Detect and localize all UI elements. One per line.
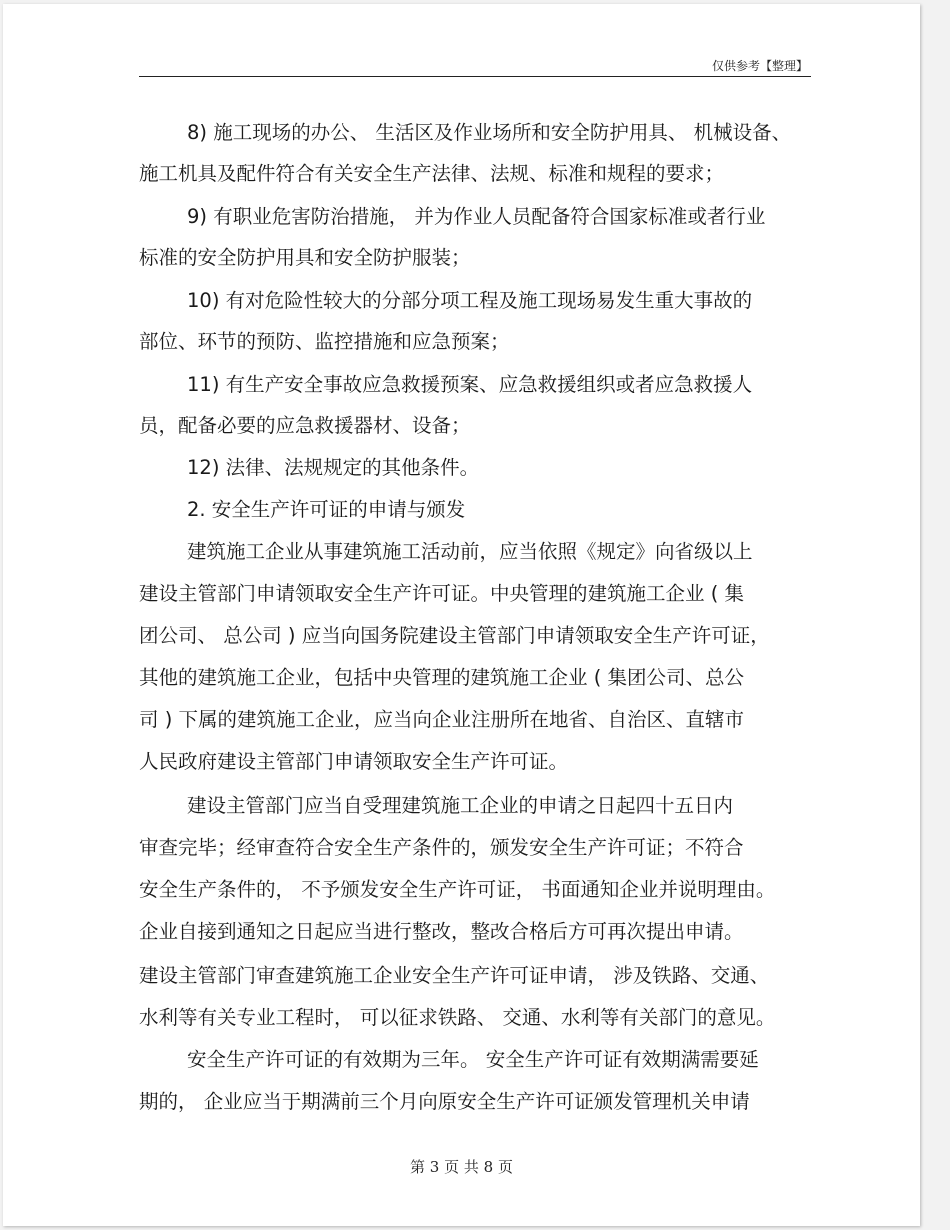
text-line: 9) 有职业危害防治措施， 并为作业人员配备符合国家标准或者行业	[187, 205, 766, 228]
text-line: 8) 施工现场的办公、 生活区及作业场所和安全防护用具、 机械设备、	[187, 121, 792, 144]
text-line: 司 ) 下属的建筑施工企业，应当向企业注册所在地省、自治区、直辖市	[139, 708, 745, 731]
header-divider	[139, 76, 811, 77]
text-line: 建设主管部门应当自受理建筑施工企业的申请之日起四十五日内	[187, 794, 734, 817]
text-line: 其他的建筑施工企业，包括中央管理的建筑施工企业 ( 集团公司、总公	[139, 666, 745, 689]
text-line: 建筑施工企业从事建筑施工活动前，应当依照《规定》向省级以上	[187, 540, 753, 563]
text-line: 审查完毕；经审查符合安全生产条件的，颁发安全生产许可证；不符合	[139, 836, 744, 859]
text-line: 期的， 企业应当于期满前三个月向原安全生产许可证颁发管理机关申请	[139, 1090, 750, 1113]
text-line: 11) 有生产安全事故应急救援预案、应急救援组织或者应急救援人	[187, 373, 753, 396]
text-line: 部位、环节的预防、监控措施和应急预案；	[139, 330, 510, 353]
text-line: 人民政府建设主管部门申请领取安全生产许可证。	[139, 750, 569, 773]
section-heading: 2. 安全生产许可证的申请与颁发	[187, 498, 466, 521]
text-line: 施工机具及配件符合有关安全生产法律、法规、标准和规程的要求；	[139, 162, 725, 185]
text-line: 建设主管部门审查建筑施工企业安全生产许可证申请， 涉及铁路、交通、	[139, 964, 770, 987]
text-line: 12) 法律、法规规定的其他条件。	[187, 456, 480, 479]
text-line: 团公司、 总公司 ) 应当向国务院建设主管部门申请领取安全生产许可证，	[139, 624, 770, 647]
document-page	[3, 4, 920, 1226]
header-note: 仅供参考【整理】	[711, 59, 808, 73]
text-line: 水利等有关专业工程时， 可以征求铁路、 交通、水利等有关部门的意见。	[139, 1006, 776, 1029]
text-line: 企业自接到通知之日起应当进行整改，整改合格后方可再次提出申请。	[139, 920, 744, 943]
text-line: 建设主管部门申请领取安全生产许可证。中央管理的建筑施工企业 ( 集	[139, 582, 745, 605]
text-line: 标准的安全防护用具和安全防护服装；	[139, 246, 471, 269]
page-number: 第 3 页 共 8 页	[410, 1158, 513, 1176]
text-line: 安全生产条件的， 不予颁发安全生产许可证， 书面通知企业并说明理由。	[139, 878, 776, 901]
text-line: 员，配备必要的应急救援器材、设备；	[139, 414, 471, 437]
text-line: 10) 有对危险性较大的分部分项工程及施工现场易发生重大事故的	[187, 289, 753, 312]
text-line: 安全生产许可证的有效期为三年。 安全生产许可证有效期满需要延	[187, 1048, 759, 1071]
